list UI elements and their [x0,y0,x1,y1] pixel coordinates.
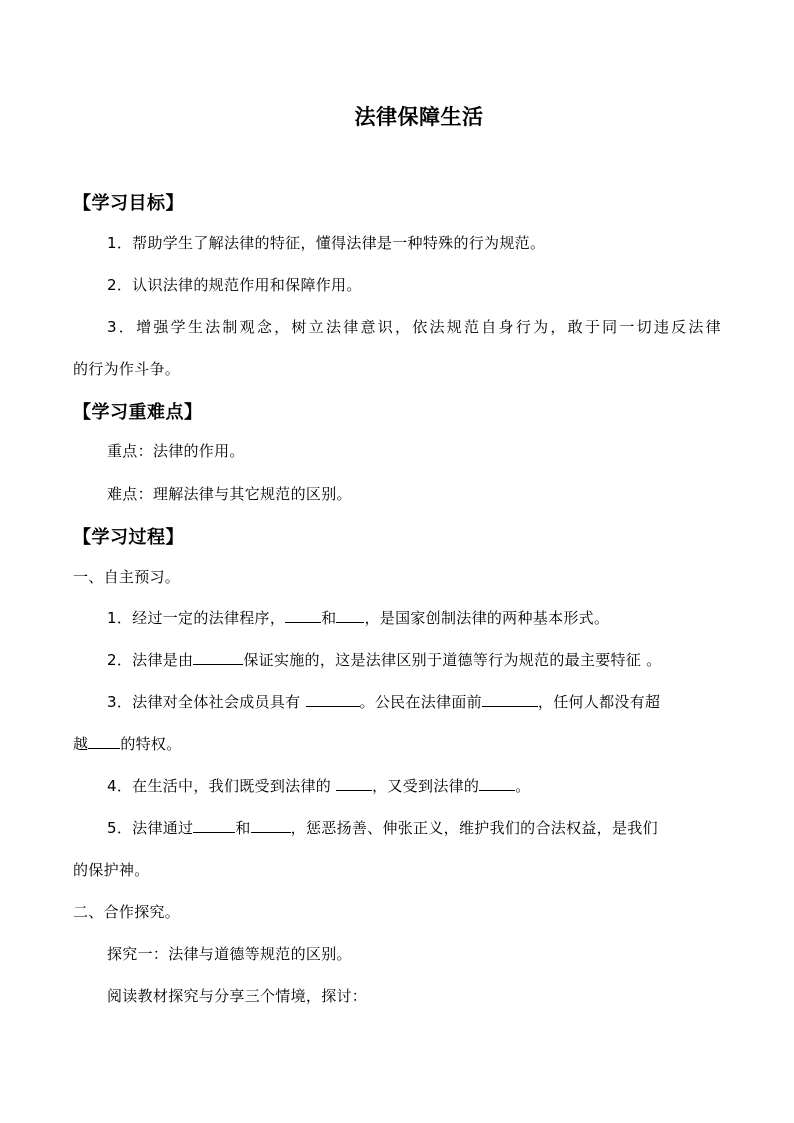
question-3b-text-b: 的特权。 [120,735,182,753]
question-5-text-a: 5．法律通过 [107,819,194,837]
question-3-text-a: 3．法律对全体社会成员具有 [107,693,306,711]
part2-label: 二、合作探究。 [73,903,181,921]
answer-blank [285,608,321,623]
question-4-text-a: 4．在生活中，我们既受到法律的 [107,777,337,795]
question-1-text-a: 1．经过一定的法律程序， [107,609,286,627]
answer-blank [336,776,372,791]
answer-blank [193,818,235,833]
question-5-text-c: ，惩恶扬善、伸张正义，维护我们的合法权益，是我们 [290,819,658,837]
question-2-text-a: 2．法律是由 [107,651,194,669]
question-5 [107,817,658,838]
objective-item-1: 1．帮助学生了解法律的特征，懂得法律是一种特殊的行为规范。 [107,234,546,252]
answer-blank [251,818,291,833]
question-1-text-c: ，是国家创制法律的两种基本形式。 [364,609,610,627]
question-3-text-c: ，任何人都没有超 [537,693,661,711]
key-point-item: 重点：法律的作用。 [107,442,245,460]
read-instruction: 阅读教材探究与分享三个情境，探讨： [107,987,368,1005]
question-2-text-b: 保证实施的，这是法律区别于道德等行为规范的最主要特征 。 [243,651,662,669]
question-2 [107,649,662,670]
process-heading: 【学习过程】 [73,527,184,548]
question-1 [107,607,609,628]
question-4-text-b: ，又受到法律的 [372,777,480,795]
question-5-text-b: 和 [235,819,251,837]
objective-item-3-cont: 的行为作斗争。 [73,360,181,378]
objectives-heading: 【学习目标】 [73,193,184,214]
question-3 [107,691,660,712]
answer-blank [193,650,243,665]
difficult-point-item: 难点：理解法律与其它规范的区别。 [107,485,352,503]
answer-blank [479,776,515,791]
question-4 [107,775,531,796]
question-5-cont: 的保护神。 [73,861,150,879]
question-4-text-c: 。 [515,777,531,795]
answer-blank [306,692,360,707]
key-points-heading: 【学习重难点】 [73,402,203,423]
answer-blank [482,692,538,707]
page-title: 法律保障生活 [354,105,484,129]
explore-1: 探究一：法律与道德等规范的区别。 [107,945,352,963]
answer-blank [88,734,120,749]
objective-item-2: 2．认识法律的规范作用和保障作用。 [107,276,362,294]
question-3-cont [73,733,182,754]
question-1-text-b: 和 [321,609,337,627]
question-3b-text-a: 越 [73,735,89,753]
question-3-text-b: 。公民在法律面前 [359,693,482,711]
answer-blank [336,608,364,623]
objective-item-3: 3．增强学生法制观念，树立法律意识，依法规范自身行为，敢于同一切违反法律 [107,318,721,336]
part1-label: 一、自主预习。 [73,568,181,586]
